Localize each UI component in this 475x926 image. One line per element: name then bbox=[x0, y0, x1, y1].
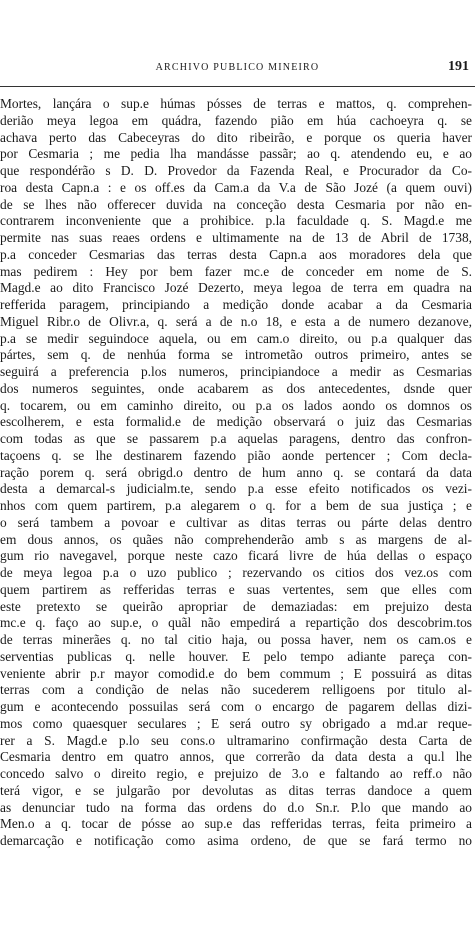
page-header bbox=[0, 59, 475, 82]
text-line: nhos com quem partirem, p.a alegarem o q. for a bem de sua justiça ; e bbox=[0, 498, 472, 513]
text-line: q. tocarem, ou em caminho direito, ou p.a os lados aondo os domnos os bbox=[0, 397, 472, 413]
text-line: demarcação e notificação como asima ordeno, de que se fará termo no bbox=[0, 833, 472, 848]
text-line: Miguel Ribr.o de Olivr.a, q. será a de n.o 18, e esta a de numero dezanove, bbox=[0, 313, 472, 329]
text-line: em dous annos, os quães não comprehenderão amb s as margens de al- bbox=[0, 531, 472, 547]
text-line: mc.e q. faço ao sup.e, o quãl não empedirá a repartição dos descobrim.tos bbox=[0, 615, 472, 631]
text-line: de terras minerães q. no tal citio haja, ou possa haver, nem os cam.os e bbox=[0, 632, 472, 647]
body-text bbox=[0, 96, 475, 850]
text-line: concedo salvo o direito regio, e prejuizo de 3.o e faltando ao reff.o não bbox=[0, 766, 472, 781]
text-line: gum rio navegavel, porque neste cazo ficará livre de húa dellas o espaço bbox=[0, 548, 472, 564]
text-line: que respondérão s D. D. Provedor da Fazenda Real, e Procurador da Co- bbox=[0, 163, 472, 178]
text-line: roa desta Capn.a : e os off.es da Cam.a da V.a de São Jozé (a quem ouvi) bbox=[0, 179, 472, 195]
text-line: refferida paragem, principiando a medição donde acabar a da Cesmaria bbox=[0, 297, 472, 312]
text-line: com todas as que se passarem p.a aquelas paragens, dentro das confron- bbox=[0, 431, 472, 446]
text-line: dos numeros seguintes, onde acabarem as dos antecedentes, dsnde quer bbox=[0, 380, 472, 396]
text-line: quem partirem as refferidas terras e suas vertentes, sem que elles com bbox=[0, 581, 472, 597]
text-line: p.a conceder Cesmarias das terras desta Capn.a aos moradores dela que bbox=[0, 246, 472, 262]
page-number: 191 bbox=[448, 59, 469, 74]
text-line: Magd.e ao dito Francisco Jozé Dezerto, meya legoa de terra em quadra na bbox=[0, 280, 472, 296]
text-line: desta a demarcal-s judicialm.te, sendo p.a esse efeito notificados os vezi- bbox=[0, 481, 472, 497]
text-line: de meya legoa p.a o uzo publico ; rezervando os citios dos vez.os com bbox=[0, 565, 472, 580]
text-line: permite nas suas reaes ordens e ultimamente na de 13 de Abril de 1738, bbox=[0, 230, 472, 245]
text-line: mas pedirem : Hey por bem fazer mc.e de conceder em nome de S. bbox=[0, 263, 472, 279]
text-line: taçoens q. se lhe destinarem fazendo pião aonde pertencer ; Com decla- bbox=[0, 447, 472, 463]
text-line: terá vigor, e se julgarão por devolutas as ditas terras dandoce a quem bbox=[0, 782, 472, 798]
text-line: de se lhes não offerecer duvida na conceção desta Cesmaria por não en- bbox=[0, 196, 472, 212]
text-line: rer a S. Magd.e p.lo seu cons.o ultramarino confirmação desta Carta de bbox=[0, 732, 472, 748]
text-line: escolherem, e esta formalid.e de medição observará o juiz das Cesmarias bbox=[0, 414, 472, 430]
text-line: derião meya legoa em quádra, fazendo pião em húa cachoeyra q. se bbox=[0, 112, 472, 128]
text-line: gum e acontecendo possuilas será com o encargo de pagarem dellas dizi- bbox=[0, 699, 472, 714]
text-line: terras com a condição de nelas não sucederem relligoens por titulo al- bbox=[0, 682, 472, 698]
text-line: as denunciar tudo na forma das ordens do d.o Sn.r. P.lo que mando ao bbox=[0, 799, 472, 815]
text-line: p.a se medir seguindoce aquela, ou em cam.o direito, ou p.a qualquer das bbox=[0, 330, 472, 346]
text-line: Men.o a q. tocar de pósse ao sup.e das refferidas terras, feita primeiro a bbox=[0, 816, 472, 832]
header-rule bbox=[0, 86, 475, 87]
text-line: veniente abrir p.r mayor comodid.e do bem commum ; E possuirá as ditas bbox=[0, 665, 472, 681]
text-line: ração porem q. será obrigd.o dentro de hum anno q. se contará da data bbox=[0, 464, 472, 480]
text-line: este pretexto se queirão apropriar de demaziadas: em prejuizo desta bbox=[0, 598, 472, 614]
text-line: achava perto das Cabeceyras do dito ribeirão, e porque os queria haver bbox=[0, 129, 472, 145]
text-line: Mortes, lançára o sup.e húmas pósses de terras e mattos, q. comprehen- bbox=[0, 96, 472, 111]
text-line: pártes, sem q. de nenhúa forma se intrometão outros primeiro, antes se bbox=[0, 347, 472, 363]
text-line: o será tambem a povoar e cultivar as ditas terras ou párte delas dentro bbox=[0, 514, 472, 530]
text-line: serventias publicas q. nelle houver. E pelo tempo adiante pareça con- bbox=[0, 648, 472, 664]
text-line: mos como quaesquer seculares ; E será outro sy obrigado a md.ar reque- bbox=[0, 715, 472, 731]
text-line: contrarem inconveniente que a prohibice. p.la faculdade q. S. Magd.e me bbox=[0, 213, 472, 229]
text-line: Cesmaria dentro em quatro annos, que correrão da data desta a qu.l lhe bbox=[0, 749, 472, 765]
running-title: ARCHIVO PUBLICO MINEIRO bbox=[155, 62, 320, 73]
text-line: seguirá a preferencia p.los numeros, principiandoce a medir as Cesmarias bbox=[0, 364, 472, 379]
text-line: por Cesmaria ; me pedia lha mandásse passãr; ao q. atendendo eu, e ao bbox=[0, 146, 472, 162]
